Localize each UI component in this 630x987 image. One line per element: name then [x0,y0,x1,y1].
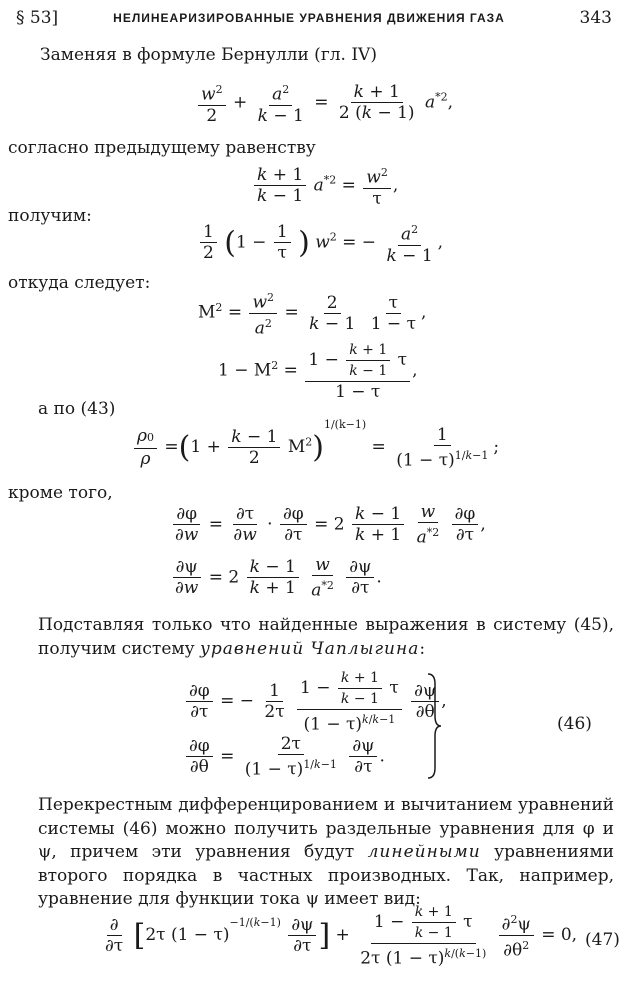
paragraph-chaplygin-text: Подставляя только что найденные выражения в систему (45), получим систему [38,615,614,659]
paragraph-cross-differentiation [38,794,614,912]
mach-squared-equation: $M^2$ = $\frac{w^2}{a^2}$ = $\frac{2}{k - 1}$ $\frac{\tau}{1 - \tau}$ , [198,288,426,338]
obtain-text: получим: [8,206,92,226]
chapter-title: НЕЛИНЕАРИЗИРОВАННЫЕ УРАВНЕНИЯ ДВИЖЕНИЯ ГАЗА [113,11,505,25]
chaplygin-equation-1: $\frac{\partial\varphi}{\partial\tau}$ = − $\frac{1}{2\tau}$ 1 − $\frac{k + 1}{k - 1}$ τ $(1 - \tau)^{k/k-1}$ $\frac{\partial\psi}{\partial\theta}$ , [184,668,447,735]
chaplygin-term: уравнений Чаплыгина [200,638,420,659]
density-ratio-equation: $\frac{\rho 0}{\rho}$ =(1 + $\frac{k - 1}{2}$ $M^2)^{1/(k-1)}$ = $\frac{1}{(1 - \tau)^{1/k-1}}$ ; [132,418,499,470]
paragraph-chaplygin [38,614,614,661]
paragraph-cross-text: Перекрестным дифференцированием и вычитанием уравнений системы (46) можно получить раздельные уравнения для φ и ψ, причем эти уравнения будут [38,795,614,862]
system-brace [425,672,443,780]
and-by-text: а по (43) [38,399,116,419]
paragraph-cross-end: уравнениями второго порядка в частных производных. Так, например, уравнение для функции тока ψ имеет вид: [38,842,615,909]
critical-speed-equation: $\frac{k + 1}{k - 1}$ $a^{*2}$ = $\frac{w^2}{\tau}$ , [252,163,398,209]
page-number: 343 [579,8,612,28]
dpsi-dw-equation: $\frac{\partial\psi}{\partial w}$ = 2 $\frac{k - 1}{k + 1}$ $\frac{w}{a^{*2}}$ $\frac{\partial\psi}{\partial\tau}$ . [170,555,382,601]
chaplygin-equation-2: $\frac{\partial\varphi}{\partial\theta}$ = $\frac{2\tau}{(1 - \tau)^{1/k-1}}$ $\frac{\partial\psi}{\partial\tau}$ . [184,734,385,780]
intro-text: Заменяя в формуле Бернулли (гл. IV) [40,45,377,65]
bernoulli-equation: $\frac{w^2}{2}$ + $\frac{a^2}{k - 1}$ = $\frac{k + 1}{2 (k - 1)}$ $a^{*2}$, [196,80,453,126]
dphi-dw-equation: $\frac{\partial\varphi}{\partial w}$ = $\frac{\partial\tau}{\partial w}$ · $\frac{\partial\varphi}{\partial\tau}$ = 2 $\frac{k - 1}{k + 1}$ $\frac{w}{a^{*2}}$ $\frac{\partial\varphi}{\partial\tau}$ , [175,502,486,548]
one-minus-mach-equation: $1 - M^2$ = 1 − $\frac{k + 1}{k - 1}$ τ 1 − τ , [218,342,418,402]
equation-number-47: (47) [585,930,620,950]
linear-term: линейными [367,842,481,862]
running-header [16,8,612,30]
stream-function-equation: $\frac{\partial}{\partial\tau}$ [2τ $(1 - \tau)^{-1/(k-1)}$ $\frac{\partial\psi}{\partial\tau}$ ] + 1 − $\frac{k + 1}{k - 1}$ τ 2τ $(1 - \tau)^{k/(k-1)}$ $\frac{\partial^2\psi}{\partial\theta^2}$ = 0, [105,904,578,969]
according-text: согласно предыдущему равенству [8,138,316,158]
besides-text: кроме того, [8,483,113,503]
whence-text: откуда следует: [8,273,151,293]
section-reference: § 53] [16,8,59,28]
paragraph-chaplygin-end: : [419,638,426,659]
equation-number-46: (46) [557,714,592,734]
derived-equation: $\frac{1}{2}$ (1 − $\frac{1}{\tau}$ ) $w^2$ = − $\frac{a^2}{k - 1}$ , [198,220,443,266]
